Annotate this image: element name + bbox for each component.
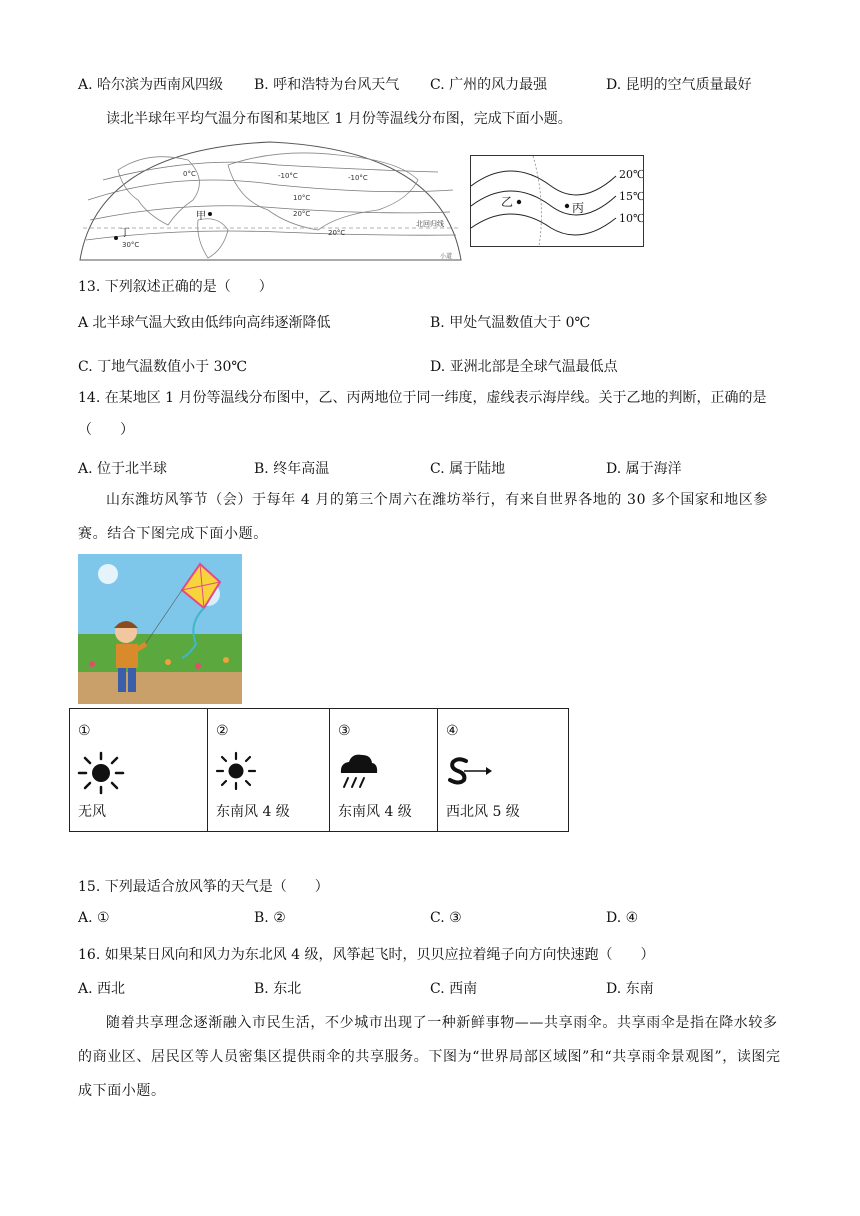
map-label-20c: 20°C [293, 210, 311, 218]
map-label-minus10-a: -10°C [278, 172, 298, 180]
q15-option-a: A. ① [78, 910, 110, 926]
map-label-small: 小道 [440, 253, 453, 260]
q13-options-row2 [78, 356, 798, 378]
weather-symbol-table [69, 708, 569, 832]
q13-options-row1 [78, 312, 798, 334]
q12-options [78, 74, 798, 96]
q16-stem: 16. 如果某日风向和风力为东北风 4 级，风筝起飞时，贝贝应拉着绳子向方向快速跑（ ） [78, 947, 655, 963]
rain-cloud-icon [336, 751, 380, 795]
q14-stem: 14. 在某地区 1 月份等温线分布图中，乙、丙两地位于同一纬度，虚线表示海岸线。关于乙地的判断，正确的是（ ） [78, 390, 767, 438]
q14-option-c: C. 属于陆地 [430, 461, 506, 477]
point-yi-label: 乙 [501, 195, 514, 209]
sun-icon [76, 751, 126, 799]
q12-option-b: B. 呼和浩特为台风天气 [254, 77, 400, 93]
weather-cell-label: 西北风 5 级 [446, 804, 520, 820]
map-label-minus10-b: -10°C [348, 174, 368, 182]
kite-scene-figure [78, 554, 242, 704]
q16-option-d: D. 东南 [606, 981, 654, 997]
map-label-tropic: 北回归线 [416, 220, 444, 228]
ding-point-icon [114, 236, 118, 240]
q16-option-b: B. 东北 [254, 981, 302, 997]
q16-options [78, 978, 798, 1000]
weather-cell-4 [438, 709, 569, 832]
q14-option-b: B. 终年高温 [254, 461, 330, 477]
weather-cell-2 [208, 709, 330, 832]
sun-icon [214, 751, 258, 795]
q13-option-b: B. 甲处气温数值大于 0℃ [430, 315, 591, 331]
intro-maps: 读北半球年平均气温分布图和某地区 1 月份等温线分布图，完成下面小题。 [106, 111, 572, 127]
q13-stem: 13. 下列叙述正确的是（ ） [78, 279, 273, 295]
sandstorm-arrow-icon [444, 751, 494, 795]
weather-cell-label: 无风 [78, 804, 106, 820]
yi-point-icon [517, 200, 521, 204]
q13-option-a: A 北半球气温大致由低纬向高纬逐渐降低 [78, 315, 331, 331]
q14-options [78, 458, 798, 480]
isotherm-10c: 10℃ [619, 212, 643, 225]
map-label-20c-b: 20°C [328, 229, 346, 237]
q15-option-c: C. ③ [430, 910, 462, 926]
jia-point-icon [208, 212, 212, 216]
q15-stem: 15. 下列最适合放风筝的天气是（ ） [78, 879, 329, 895]
q13-option-d: D. 亚洲北部是全球气温最低点 [430, 359, 618, 375]
q15-options [78, 910, 798, 932]
q12-option-c: C. 广州的风力最强 [430, 77, 548, 93]
weather-cell-number: ① [78, 723, 91, 739]
map-label-30c: 30°C [122, 241, 140, 249]
map-label-ding: 丁 [120, 228, 130, 239]
q16-option-c: C. 西南 [430, 981, 478, 997]
q12-option-d: D. 昆明的空气质量最好 [606, 77, 752, 93]
point-bing-label: 丙 [572, 201, 585, 215]
q14-option-a: A. 位于北半球 [78, 461, 168, 477]
map-figure [78, 140, 463, 262]
weather-cell-3 [330, 709, 438, 832]
weather-cell-label: 东南风 4 级 [216, 804, 290, 820]
isotherm-figure [471, 156, 643, 246]
intro-shared-umbrella: 随着共享理念逐渐融入市民生活，不少城市出现了一种新鲜事物——共享雨伞。共享雨伞是指在降水较多的商业区、居民区等人员密集区提供雨伞的共享服务。下图为“世界局部区域图”和“共享雨伞景观图”，读图完成下面小题。 [78, 1015, 781, 1099]
q12-option-a: A. 哈尔滨为西南风四级 [78, 77, 224, 93]
map-label-jia: 甲 [196, 211, 206, 222]
weather-cell-number: ③ [338, 723, 351, 739]
january-isotherm-diagram [470, 155, 644, 247]
isotherm-20c: 20℃ [619, 168, 643, 181]
map-label-0c: 0°C [183, 170, 196, 178]
q14-option-d: D. 属于海洋 [606, 461, 682, 477]
boy-flying-kite-illustration [78, 554, 242, 704]
q15-option-d: D. ④ [606, 910, 639, 926]
intro-kite-festival: 山东潍坊风筝节（会）于每年 4 月的第三个周六在潍坊举行，有来自世界各地的 30 多个国家和地区参赛。结合下图完成下面小题。 [78, 492, 768, 542]
weather-cell-number: ② [216, 723, 229, 739]
q13-option-c: C. 丁地气温数值小于 30℃ [78, 359, 248, 375]
q15-option-b: B. ② [254, 910, 286, 926]
weather-cell-label: 东南风 4 级 [338, 804, 412, 820]
northern-hemisphere-temperature-map [78, 140, 463, 262]
q16-option-a: A. 西北 [78, 981, 126, 997]
weather-cell-number: ④ [446, 723, 459, 739]
map-label-10c: 10°C [293, 194, 311, 202]
isotherm-15c: 15℃ [619, 190, 643, 203]
bing-point-icon [565, 204, 569, 208]
weather-cell-1 [70, 709, 208, 832]
